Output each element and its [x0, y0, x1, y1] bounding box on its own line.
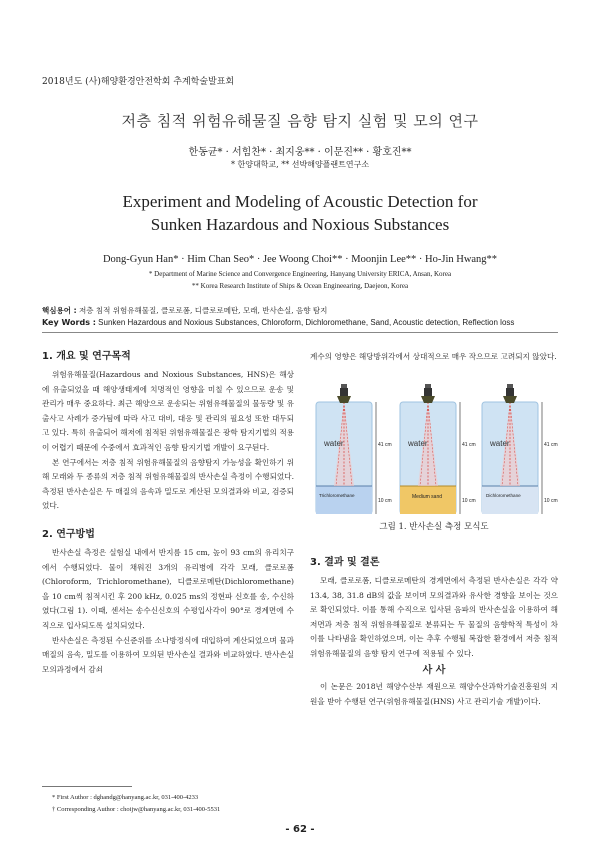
- right-column-top: [310, 350, 558, 365]
- beaker-dichloromethane: [482, 384, 558, 514]
- header-divider: [42, 332, 558, 333]
- section3-heading: 3. 결과 및 결론: [310, 557, 380, 568]
- figure-1-caption: 그림 1. 반사손실 측정 모식도: [379, 522, 489, 532]
- keywords-english: [42, 317, 514, 329]
- beaker-trichloromethane: [316, 384, 392, 514]
- sensor-icon: [337, 384, 351, 403]
- keywords-english-label: Key Words :: [42, 318, 96, 327]
- beaker-2-layer: [400, 486, 456, 514]
- beaker-3-dim-lower: 10 cm: [544, 498, 558, 504]
- affiliation-1: * Department of Marine Science and Convergence Engineering, Hanyang University ERICA, Ansan, Korea: [148, 270, 452, 278]
- beaker-1-material-label: Trichloromethane: [319, 493, 355, 498]
- title-english-line1: Experiment and Modeling of Acoustic Detection for: [122, 192, 478, 211]
- beaker-2-material-label: Medium sand: [412, 494, 443, 500]
- title-english: [0, 190, 600, 236]
- section1-paragraph1: 위험유해물질(Hazardous and Noxious Substances, HNS)은 해상에 유출되었을 때 해양생태계에 치명적인 영향을 미칠 수 있으므로 운송 및 관리가 매우 중요하다. 최근 해양으로 운송되는 위험유해물질의 물동량 및 유출사고 사례가 증가됨에 따라 사고 대비, 대응 및 관리의 필요성 또한 대두되고 있다. 특히 유출되어 해저에 침적된 위험유해물질은 광학 탐지기법의 적용이 어렵기 때문에 수중에서 효과적인 음향 탐지기법 개발이 요구된다.: [42, 370, 294, 452]
- footnote-first-author: * First Author : dghandg@hanyang.ac.kr, 031-400-4233: [52, 794, 199, 801]
- page-number: - 62 -: [285, 824, 315, 835]
- acknowledgement-text: 이 논문은 2018년 해양수산부 재원으로 해양수산과학기술진흥원의 지원을 받아 수행된 연구(위험유해물질(HNS) 사고 관리기술 개발)이다.: [310, 682, 558, 706]
- figure-1-diagram: [310, 384, 558, 514]
- right-column-bottom: [310, 556, 558, 709]
- beaker-3-dim-upper: 41 cm: [544, 442, 558, 448]
- section1-paragraph2: 본 연구에서는 저층 침적 위험유해물질의 음향탐지 가능성을 확인하기 위해 모래와 두 종류의 저층 침적 위험유해물질의 반사손실 측정이 수행되었다. 측정된 반사손실은 두 매질의 음속과 밀도로 계산된 모의결과와 비교, 검증되었다.: [42, 457, 294, 511]
- section3-paragraph1: 모래, 클로로폼, 디클로로메탄의 경계면에서 측정된 반사손실은 각각 약 13.4, 38, 31.8 dB의 값을 보이며 모의결과와 유사한 경향을 보이는 것으로 확인되었다. 이를 통해 수직으로 입사된 음파의 반사손실을 이용하여 해저면과 저층 침적 위험유해물질로 분류되는 두 물질의 음향학적 특성이 차이를 나타냄을 확인하였으며, 이는 추후 수행될 복잡한 환경에서 저층 침적 위험유해물질의 음향 탐지 연구에 적용될 수 있다.: [310, 576, 558, 658]
- beaker-1-dim-lower: 10 cm: [378, 498, 392, 504]
- beaker-2-dim-lower: 10 cm: [462, 498, 476, 504]
- keywords-korean: [42, 305, 514, 317]
- keywords-english-text: Sunken Hazardous and Noxious Substances, Chloroform, Dichloromethane, Sand, Acoustic detection, Reflection loss: [98, 318, 515, 327]
- footnote-corresponding-author: † Corresponding Author : choijw@hanyang.ac.kr, 031-400-5531: [52, 806, 221, 813]
- beaker-1-water-label: water: [324, 439, 344, 448]
- authors-korean: 한동균* · 서힘찬* · 최지웅** · 이문진** · 황호진**: [188, 147, 412, 158]
- beaker-3-layer: [482, 486, 538, 514]
- left-column: [42, 350, 294, 677]
- keywords-block: [42, 305, 514, 329]
- section1-heading: 1. 개요 및 연구목적: [42, 351, 131, 362]
- beaker-1-layer: [316, 486, 372, 514]
- right-column-continuation: 계수의 영향은 해당방위각에서 상대적으로 매우 작으므로 고려되지 않았다.: [310, 352, 557, 361]
- keywords-korean-label: 핵심용어 :: [42, 306, 77, 315]
- acknowledgement-heading: 사 사: [422, 664, 446, 676]
- sensor-icon: [503, 384, 517, 403]
- section2-heading: 2. 연구방법: [42, 528, 95, 540]
- footnote-divider: [42, 786, 132, 787]
- conference-header: 2018년도 (사)해양환경안전학회 추계학술발표회: [42, 77, 235, 87]
- affiliation-2: ** Korea Research Institute of Ships & Ocean Engineearing, Daejeon, Korea: [191, 282, 409, 290]
- affiliations-english: [0, 268, 600, 292]
- affiliations-korean: * 한양대학교, ** 선박해양플랜트연구소: [230, 160, 370, 169]
- section2-paragraph2: 반사손실은 측정된 수신준위를 소나방정식에 대입하여 계산되었으며 물과 매질의 음속, 밀도를 이용하여 모의된 반사손실 결과와 비교하였다. 반사손실 모의과정에서 감쇠: [42, 635, 294, 674]
- beaker-2-water-label: water: [408, 439, 428, 448]
- sensor-icon: [421, 384, 435, 403]
- section2-paragraph1: 반사손실 측정은 실험실 내에서 반지름 15 cm, 높이 93 cm의 유리치구에서 수행되었다. 물이 채워진 3개의 유리병에 각각 모래, 클로로폼(Chloroform, Trichloromethane), 디클로로메탄(Dichloromethane)을 10 cm씩 침적시킨 후 200 kHz, 0.025 ms의 정현파 신호를 송, 수신하였다(그림 1). 이때, 센서는 송수신신호의 수평입사각이 90°로 경계면에 수직으로 입사되도록 설치되었다.: [42, 547, 294, 630]
- title-english-line2: Sunken Hazardous and Noxious Substances: [150, 215, 450, 234]
- beaker-1-dim-upper: 41 cm: [378, 442, 392, 448]
- beaker-3-material-label: Dichloromethane: [486, 493, 521, 498]
- authors-english: Dong-Gyun Han* · Him Chan Seo* · Jee Woong Choi** · Moonjin Lee** · Ho-Jin Hwang**: [102, 254, 498, 265]
- beaker-2-dim-upper: 41 cm: [462, 442, 476, 448]
- beaker-3-water-label: water: [490, 439, 510, 448]
- title-korean: 저층 침적 위험유해물질 음향 탐지 실험 및 모의 연구: [121, 112, 479, 130]
- footnotes: [52, 792, 220, 816]
- beaker-medium-sand: [400, 384, 476, 514]
- keywords-korean-text: 저층 침적 위험유해물질, 클로로폼, 디클로로메탄, 모래, 반사손실, 음향 탐지: [78, 306, 328, 315]
